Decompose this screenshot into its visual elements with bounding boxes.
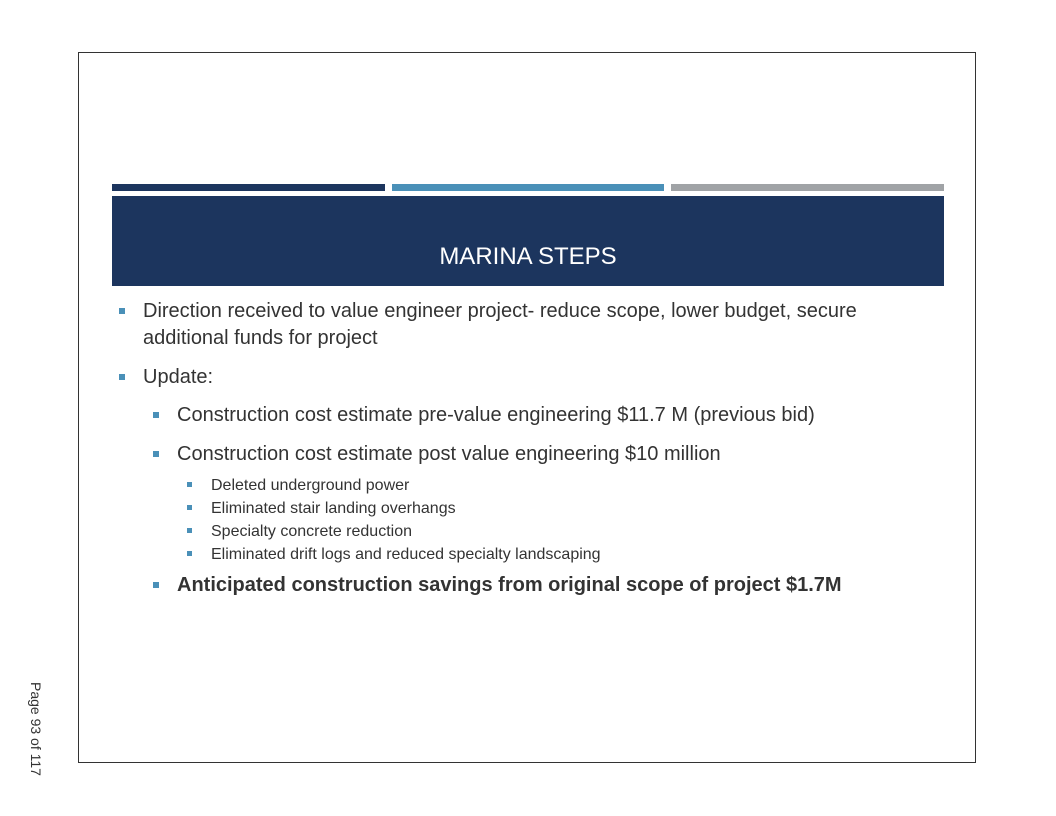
bullet-marker-icon (153, 412, 159, 418)
sub-item-drift-logs: Eliminated drift logs and reduced specialty landscaping (211, 546, 601, 563)
bullet-marker-icon (187, 551, 192, 556)
sub-item-stair-landing: Eliminated stair landing overhangs (211, 500, 456, 517)
accent-bar-navy (112, 184, 385, 191)
bullet-marker-icon (119, 374, 125, 380)
accent-bar-gray (671, 184, 944, 191)
sub-item-specialty-concrete: Specialty concrete reduction (211, 523, 412, 540)
bullet-marker-icon (187, 505, 192, 510)
accent-bar-blue (392, 184, 664, 191)
sub-item-underground-power: Deleted underground power (211, 477, 410, 494)
bullet-marker-icon (119, 308, 125, 314)
bullet-direction-line2: additional funds for project (143, 327, 378, 349)
bullet-direction-line1: Direction received to value engineer project- reduce scope, lower budget, secure (143, 300, 857, 322)
bullet-update: Update: (143, 366, 214, 388)
bullet-marker-icon (153, 451, 159, 457)
bullet-marker-icon (187, 528, 192, 533)
bullet-post-value: Construction cost estimate post value engineering $10 million (177, 443, 721, 465)
title-band (112, 196, 944, 286)
bullet-pre-value: Construction cost estimate pre-value engineering $11.7 M (previous bid) (177, 404, 815, 426)
slide-title: MARINA STEPS (439, 243, 617, 270)
page-number: Page 93 of 117 (28, 682, 44, 776)
bullet-marker-icon (153, 582, 159, 588)
bullet-savings: Anticipated construction savings from original scope of project $1.7M (177, 574, 842, 596)
bullet-marker-icon (187, 482, 192, 487)
